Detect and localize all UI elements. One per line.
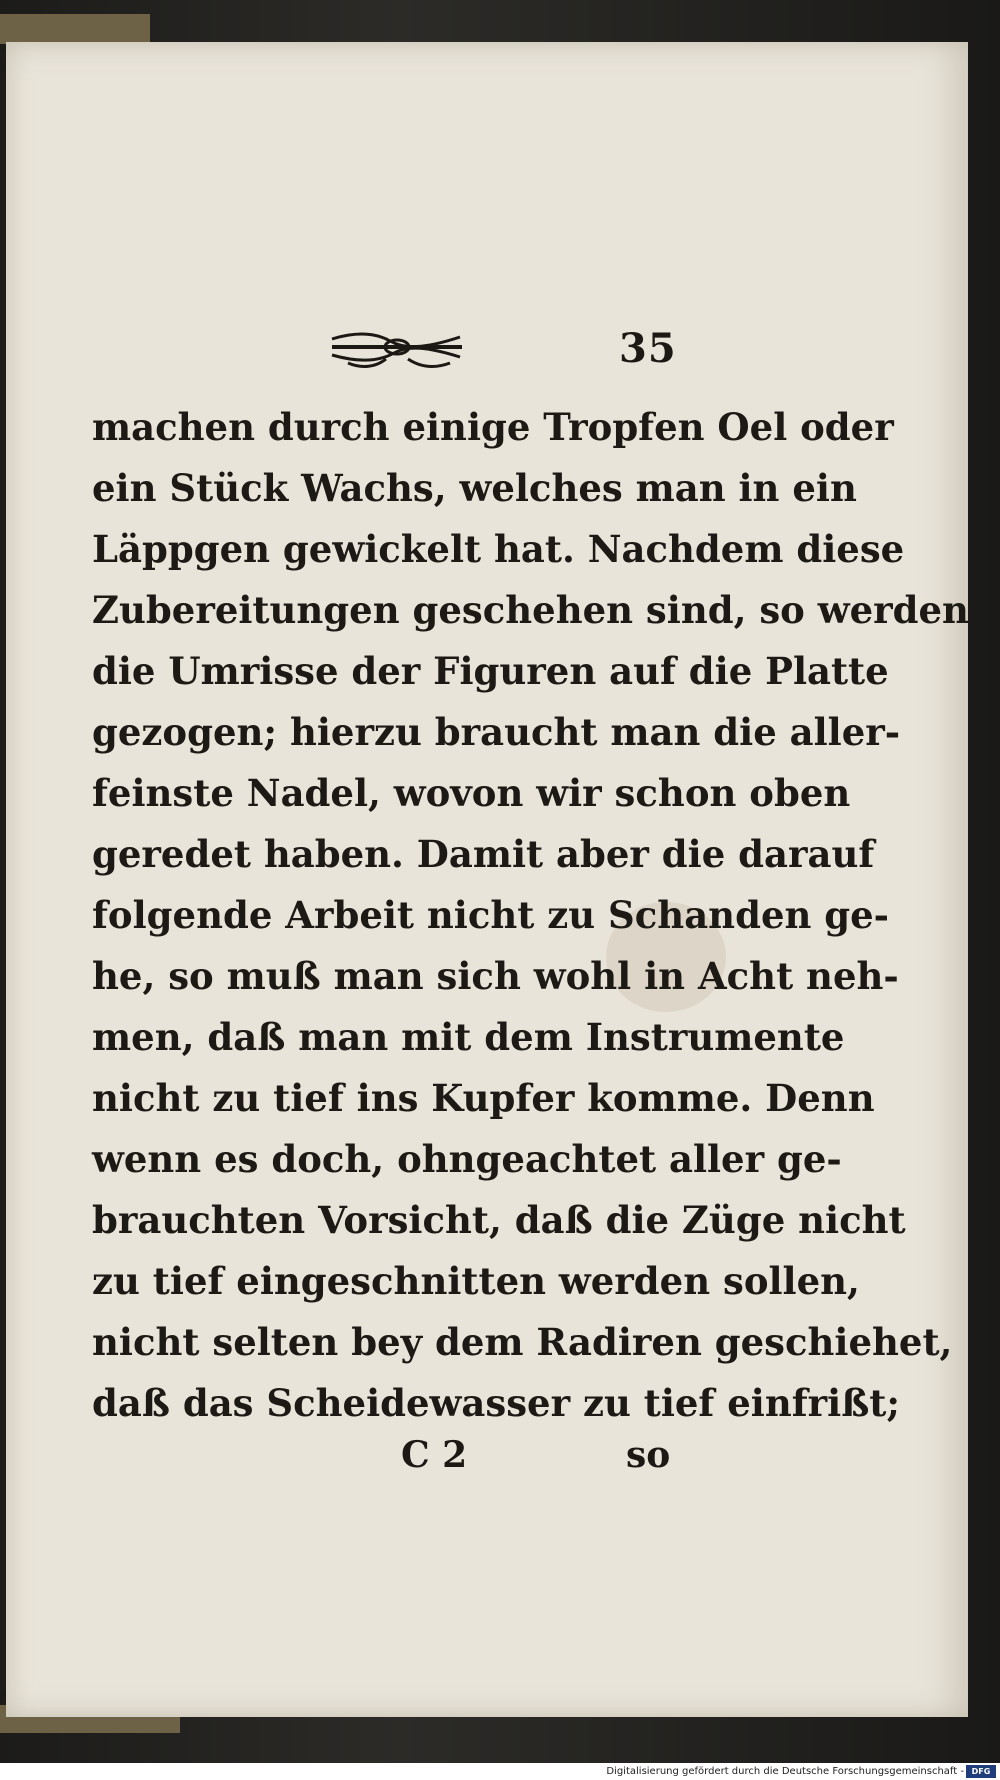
text-line: gezogen; hierzu braucht man die aller- <box>92 710 901 754</box>
body-text <box>92 397 969 1434</box>
text-line: nicht zu tief ins Kupfer komme. Denn <box>92 1076 875 1120</box>
book-page <box>6 42 968 1717</box>
text-line: folgende Arbeit nicht zu Schanden ge- <box>92 893 890 937</box>
cover-board-top <box>0 14 150 44</box>
text-line: daß das Scheidewasser zu tief einfrißt; <box>92 1381 901 1425</box>
credit-text: Digitalisierung gefördert durch die Deutsche Forschungsgemeinschaft - <box>606 1766 964 1777</box>
text-line: he, so muß man sich wohl in Acht neh- <box>92 954 899 998</box>
page-header <box>6 325 968 375</box>
catchword: so <box>626 1434 671 1476</box>
page-footer <box>6 1434 968 1484</box>
text-line: Zubereitungen geschehen sind, so werden <box>92 588 969 632</box>
text-line: zu tief eingeschnitten werden sollen, <box>92 1259 860 1303</box>
text-line: wenn es doch, ohngeachtet aller ge- <box>92 1137 842 1181</box>
text-line: nicht selten bey dem Radiren geschiehet, <box>92 1320 953 1364</box>
text-line: die Umrisse der Figuren auf die Platte <box>92 649 889 693</box>
text-line: feinste Nadel, wovon wir schon oben <box>92 771 851 815</box>
page-number: 35 <box>619 325 677 372</box>
text-line: Läppgen gewickelt hat. Nachdem diese <box>92 527 905 571</box>
text-line: machen durch einige Tropfen Oel oder <box>92 405 894 449</box>
text-line: geredet haben. Damit aber die darauf <box>92 832 875 876</box>
text-line: ein Stück Wachs, welches man in ein <box>92 466 857 510</box>
ornament-icon <box>328 325 466 371</box>
signature-mark: C 2 <box>401 1434 468 1476</box>
dfg-logo: DFG <box>966 1765 996 1778</box>
text-line: brauchten Vorsicht, daß die Züge nicht <box>92 1198 906 1242</box>
text-line: men, daß man mit dem Instrumente <box>92 1015 845 1059</box>
